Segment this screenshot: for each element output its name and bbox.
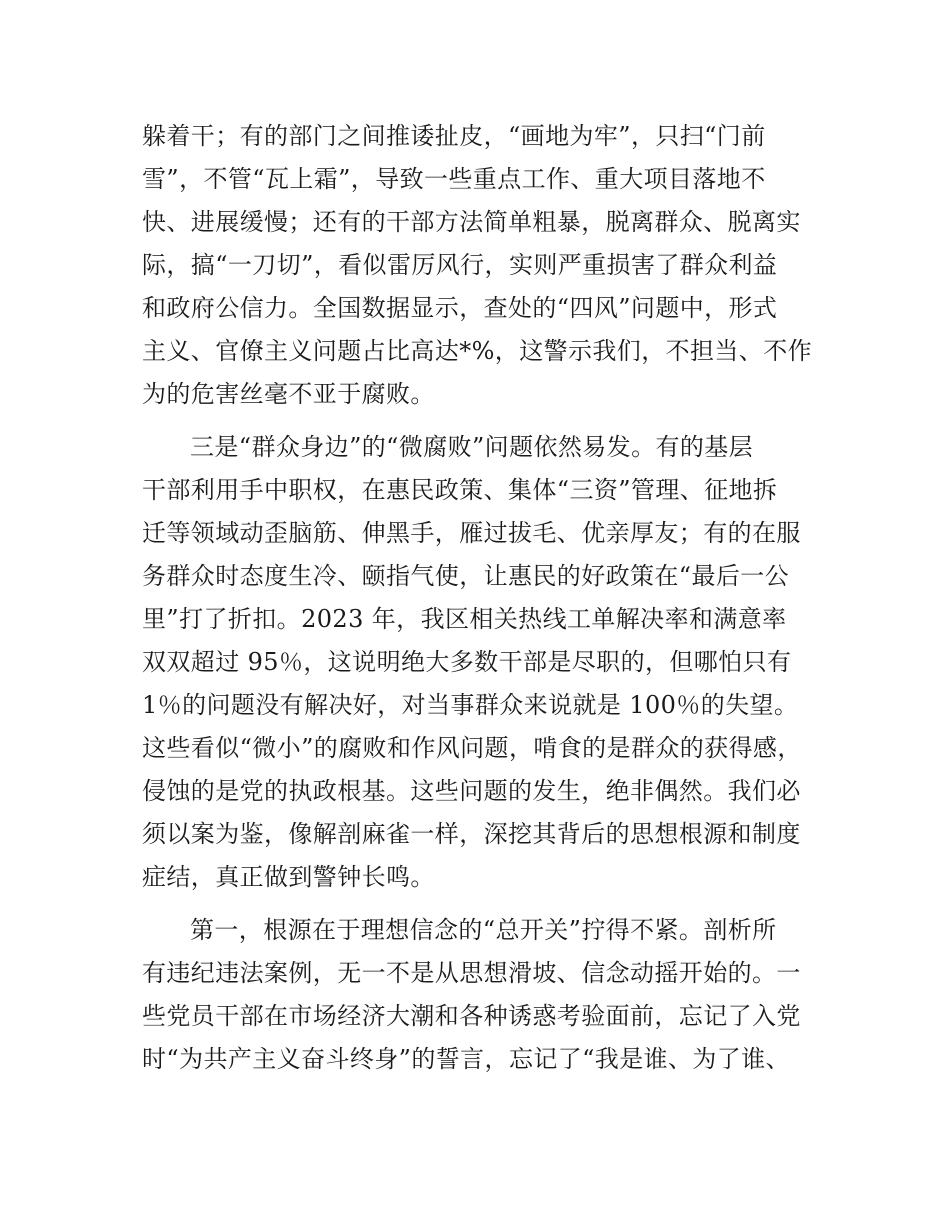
text-line: 快、进展缓慢；还有的干部方法简单粗暴，脱离群众、脱离实 <box>142 208 801 236</box>
text-line: 侵蚀的是党的执政根基。这些问题的发生，绝非偶然。我们必 <box>142 777 801 805</box>
text-line: 症结，真正做到警钟长鸣。 <box>142 863 435 891</box>
paragraph-2 <box>142 426 812 899</box>
text-line: 须以案为鉴，像解剖麻雀一样，深挖其背后的思想根源和制度 <box>142 820 801 848</box>
text-line: 些党员干部在市场经济大潮和各种诱惑考验面前，忘记了入党 <box>142 1002 801 1030</box>
paragraph-3 <box>142 909 812 1081</box>
text-line: 干部利用手中职权，在惠民政策、集体“三资”管理、征地拆 <box>142 476 778 504</box>
text-line: 双双超过 95％，这说明绝大多数干部是尽职的，但哪怕只有 <box>142 648 792 676</box>
text-line: 迁等领域动歪脑筋、伸黑手，雁过拔毛、优亲厚友；有的在服 <box>142 519 801 547</box>
text-line: 主义、官僚主义问题占比高达*%，这警示我们，不担当、不作 <box>142 337 813 365</box>
text-line: 躲着干；有的部门之间推诿扯皮，“画地为牢”，只扫“门前 <box>142 122 766 150</box>
text-line: 雪”，不管“瓦上霜”，导致一些重点工作、重大项目落地不 <box>142 165 766 193</box>
text-line: 务群众时态度生冷、颐指气使，让惠民的好政策在“最后一公 <box>142 562 790 590</box>
text-line: 有违纪违法案例，无一不是从思想滑坡、信念动摇开始的。一 <box>142 959 801 987</box>
text-line: 三是“群众身边”的“微腐败”问题依然易发。有的基层 <box>190 433 754 461</box>
text-line: 和政府公信力。全国数据显示，查处的“四风”问题中，形式 <box>142 294 778 322</box>
text-line: 时“为共产主义奋斗终身”的誓言，忘记了“我是谁、为了谁、 <box>142 1045 791 1073</box>
document-body <box>142 115 812 1081</box>
text-line: 这些看似“微小”的腐败和作风问题，啃食的是群众的获得感， <box>142 734 802 762</box>
text-line: 1％的问题没有解决好，对当事群众来说就是 100％的失望。 <box>142 691 799 719</box>
text-line: 为的危害丝毫不亚于腐败。 <box>142 380 435 408</box>
text-line: 际，搞“一刀切”，看似雷厉风行，实则严重损害了群众利益 <box>142 251 778 279</box>
text-line: 里”打了折扣。2023 年，我区相关热线工单解决率和满意率 <box>142 605 787 633</box>
paragraph-1 <box>142 115 812 416</box>
text-line: 第一，根源在于理想信念的“总开关”拧得不紧。剖析所 <box>190 916 777 944</box>
